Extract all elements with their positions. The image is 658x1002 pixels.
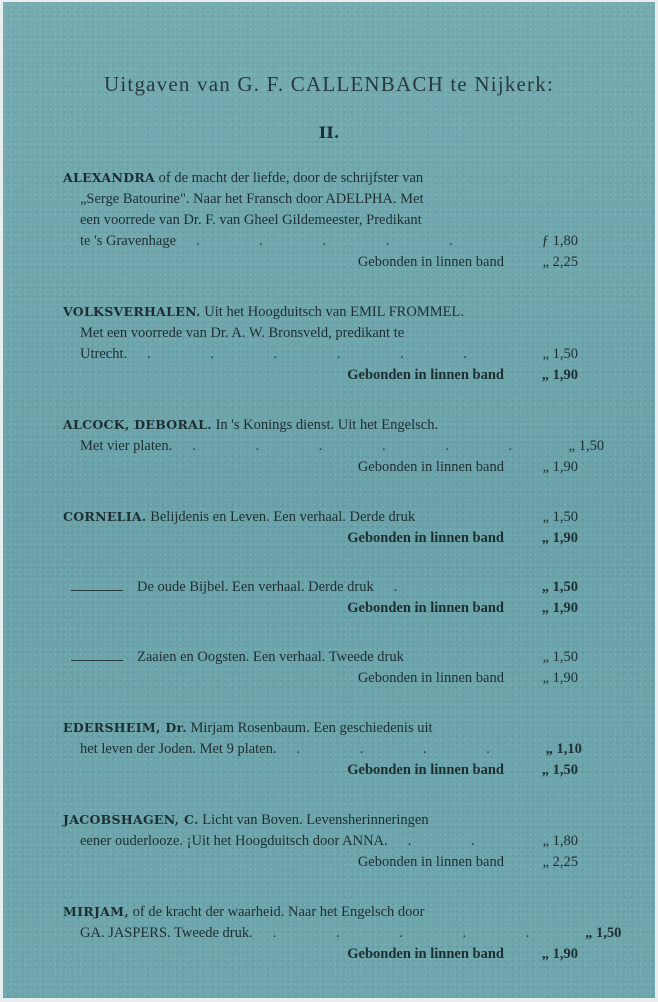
bound-label: Gebonden in linnen band [357,254,504,270]
entry-author: JACOBSHAGEN, C. [63,812,199,827]
bound-price: „ 1,90 [541,530,578,546]
price: „ 1,10 [545,741,582,757]
bound-label: Gebonden in linnen band [347,367,504,383]
entry-text: Uit het Hoogduitsch van EMIL FROMMEL. [204,304,464,320]
bound-label: Gebonden in linnen band [347,762,504,778]
entry-text: of de kracht der waarheid. Naar het Engelsch door [132,904,425,920]
catalog-entry [63,717,582,781]
bound-label: Gebonden in linnen band [347,946,504,962]
entry-author: EDERSHEIM, Dr. [63,720,187,735]
leader-dots: . . [407,833,503,849]
catalog-entry [63,901,622,965]
catalog-entry [63,809,578,873]
price: „ 1,80 [542,833,578,849]
catalog-entry [63,647,578,689]
bound-price: „ 2,25 [542,254,578,270]
catalog-entries [63,167,622,993]
bound-label: Gebonden in linnen band [357,670,504,686]
bound-price: „ 2,25 [542,854,578,870]
entry-author: ALEXANDRA [63,170,156,185]
ditto-dash [71,660,123,661]
entry-text: Utrecht. [80,346,128,362]
entry-text: te 's Gravenhage [80,233,177,249]
entry-text: De oude Bijbel. Een verhaal. Derde druk [137,579,374,595]
catalog-entry [63,414,605,478]
bound-price: „ 1,90 [541,600,578,616]
entry-text: het leven der Joden. Met 9 platen. [80,741,277,757]
entry-text: Mirjam Rosenbaum. Een geschiedenis uit [190,720,433,736]
price: „ 1,50 [541,579,578,595]
entry-author: VOLKSVERHALEN. [63,304,201,319]
entry-author: ALCOCK, DEBORAL. [63,417,212,432]
publisher-header: Uitgaven van G. F. CALLENBACH te Nijkerk: [104,72,554,96]
leader-dots: . . . . . [196,233,481,249]
price: „ 1,50 [542,649,578,665]
ditto-dash [71,590,123,591]
catalog-entry [63,577,578,619]
leader-dots: . . . . [296,741,518,757]
bound-price: „ 1,90 [542,670,578,686]
entry-text: Licht van Boven. Levensherinneringen [202,812,429,828]
entry-author: CORNELIA. [63,509,147,524]
entry-text: Zaaien en Oogsten. Een verhaal. Tweede druk [137,649,404,665]
entry-text: Belijdenis en Leven. Een verhaal. Derde druk [150,509,416,525]
entry-text: „Serge Batourine". Naar het Fransch door ADELPHA. Met [80,191,424,207]
leader-dots: . [393,579,426,595]
leader-dots: . . . . . . [192,438,541,454]
price: ƒ 1,80 [541,233,578,249]
bound-price: „ 1,90 [541,367,578,383]
section-number: II. [318,123,340,142]
bound-label: Gebonden in linnen band [347,530,504,546]
entry-text: GA. JASPERS. Tweede druk. [80,925,253,941]
bound-price: „ 1,50 [541,762,578,778]
price: „ 1,50 [568,438,605,454]
bound-price: „ 1,90 [541,946,578,962]
leader-dots: . . . . . [272,925,558,941]
catalog-entry [63,167,578,273]
catalog-entry [63,301,578,386]
entry-text: In 's Konings dienst. Uit het Engelsch. [215,417,439,433]
bound-price: „ 1,90 [542,459,578,475]
bound-label: Gebonden in linnen band [357,854,504,870]
entry-text: Met vier platen. [80,438,173,454]
price: „ 1,50 [542,509,578,525]
catalog-entry [63,506,578,549]
price: „ 1,50 [542,346,578,362]
entry-text: eener ouderlooze. ¡Uit het Hoogduitsch door ANNA. [80,833,388,849]
entry-text: Met een voorrede van Dr. A. W. Bronsveld, predikant te [80,325,405,341]
bound-label: Gebonden in linnen band [347,600,504,616]
price: „ 1,50 [585,925,622,941]
leader-dots: . . . . . . [147,346,495,362]
entry-text: of de macht der liefde, door de schrijfster van [158,170,424,186]
entry-text: een voorrede van Dr. F. van Gheel Gildemeester, Predikant [80,212,422,228]
bound-label: Gebonden in linnen band [357,459,504,475]
entry-author: MIRJAM, [63,904,129,919]
catalog-page [3,2,655,998]
